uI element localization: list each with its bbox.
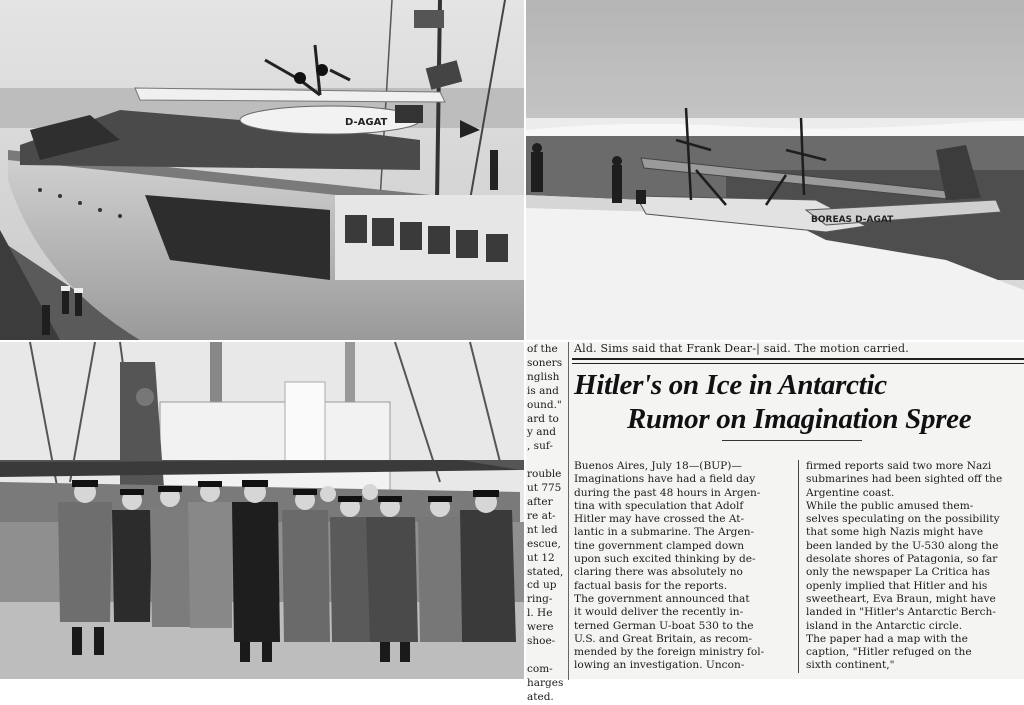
fragment-line: ring- bbox=[527, 593, 553, 606]
fragment-line: , suf- bbox=[527, 440, 553, 453]
body-line: been landed by the U-530 along the bbox=[806, 539, 999, 552]
fragment-line: ated. bbox=[527, 690, 554, 703]
fragment-line: rouble bbox=[527, 468, 562, 481]
body-line: U.S. and Great Britain, as recom- bbox=[574, 632, 753, 645]
body-line: during the past 48 hours in Argen- bbox=[574, 486, 761, 499]
body-line: that some high Nazis might have bbox=[806, 526, 984, 539]
body-line: lowing an investigation. Uncon- bbox=[574, 659, 745, 672]
headline-line-1: Hitler's on Ice in Antarctic bbox=[574, 369, 887, 401]
newspaper-clipping bbox=[526, 342, 1024, 703]
fragment-line: ut 12 bbox=[527, 551, 555, 564]
fragment-line: were bbox=[527, 621, 554, 634]
body-line: Argentine coast. bbox=[806, 486, 895, 499]
photo-crew-group bbox=[0, 342, 524, 679]
body-line: factual basis for the reports. bbox=[574, 579, 728, 592]
divider bbox=[572, 363, 1024, 364]
article bbox=[572, 342, 1024, 679]
body-line: submarines had been sighted off the bbox=[806, 473, 1003, 486]
body-line: island in the Antarctic circle. bbox=[806, 619, 963, 632]
body-line: sixth continent," bbox=[806, 659, 895, 672]
fragment-line: ound." bbox=[527, 398, 562, 411]
fragment-line: of the bbox=[527, 343, 558, 355]
body-line: lantic in a submarine. The Argen- bbox=[574, 526, 755, 539]
fragment-line: l. He bbox=[527, 607, 553, 620]
body-line: terned German U-boat 530 to the bbox=[574, 619, 754, 632]
body-line: The paper had a map with the bbox=[806, 632, 968, 645]
top-line-text: Ald. Sims said that Frank Dear-| said. The motion carried. bbox=[572, 342, 1024, 360]
fragment-line: soners bbox=[527, 356, 563, 369]
body-line: upon such excited thinking by de- bbox=[574, 553, 756, 566]
fragment-line: com- bbox=[527, 662, 553, 675]
fragment-line bbox=[526, 649, 568, 663]
body-line: mended by the foreign ministry fol- bbox=[574, 646, 765, 659]
left-column-fragments bbox=[526, 342, 569, 703]
article-body bbox=[574, 460, 1024, 673]
fragment-line: harges bbox=[527, 676, 564, 689]
body-line: sweetheart, Eva Braun, might have bbox=[806, 592, 996, 605]
body-line: desolate shores of Patagonia, so far bbox=[806, 553, 998, 566]
fragment-line: is and bbox=[527, 384, 559, 397]
body-line: Buenos Aires, July 18—(BUP)— bbox=[574, 460, 743, 472]
headline-rule bbox=[722, 440, 862, 441]
article-column-1 bbox=[574, 460, 799, 673]
body-line: openly implied that Hitler and his bbox=[806, 579, 988, 592]
body-line: The government announced that bbox=[574, 592, 750, 605]
photo-seaplane-on-ice bbox=[526, 0, 1024, 340]
article-column-2 bbox=[799, 460, 1024, 673]
fragment-line: after bbox=[527, 495, 553, 508]
headline-line-2: Rumor on Imagination Spree bbox=[627, 403, 972, 435]
body-line: tine government clamped down bbox=[574, 539, 745, 552]
body-line: firmed reports said two more Nazi bbox=[806, 460, 992, 472]
body-line: landed in "Hitler's Antarctic Berch- bbox=[806, 606, 996, 619]
fragment-line: shoe- bbox=[527, 635, 556, 648]
fragment-line: stated, bbox=[527, 565, 564, 578]
body-line: only the newspaper La Critica has bbox=[806, 566, 990, 579]
photo-ship-with-seaplane bbox=[0, 0, 524, 340]
body-line: Imaginations have had a field day bbox=[574, 473, 756, 486]
body-line: While the public amused them- bbox=[806, 499, 974, 512]
seaplane-registration: D-AGAT bbox=[345, 117, 388, 128]
body-line: selves speculating on the possibility bbox=[806, 513, 1000, 526]
fragment-line: ut 775 bbox=[527, 482, 562, 495]
body-line: caption, "Hitler refuged on the bbox=[806, 646, 972, 659]
body-line: Hitler may have crossed the At- bbox=[574, 513, 745, 526]
fragment-line: re at- bbox=[527, 509, 556, 522]
fragment-line: y and bbox=[527, 426, 557, 439]
fragment-line: nt led bbox=[527, 523, 558, 536]
fragment-line: escue, bbox=[527, 537, 561, 550]
fragment-line: cd up bbox=[527, 579, 557, 592]
fragment-line bbox=[526, 454, 568, 468]
body-line: tina with speculation that Adolf bbox=[574, 499, 744, 512]
fragment-line: ard to bbox=[527, 412, 559, 425]
ice-seaplane-registration: BOREAS D-AGAT bbox=[811, 215, 894, 225]
body-line: it would deliver the recently in- bbox=[574, 606, 744, 619]
fragment-line: nglish bbox=[527, 370, 560, 383]
body-line: claring there was absolutely no bbox=[574, 566, 743, 579]
